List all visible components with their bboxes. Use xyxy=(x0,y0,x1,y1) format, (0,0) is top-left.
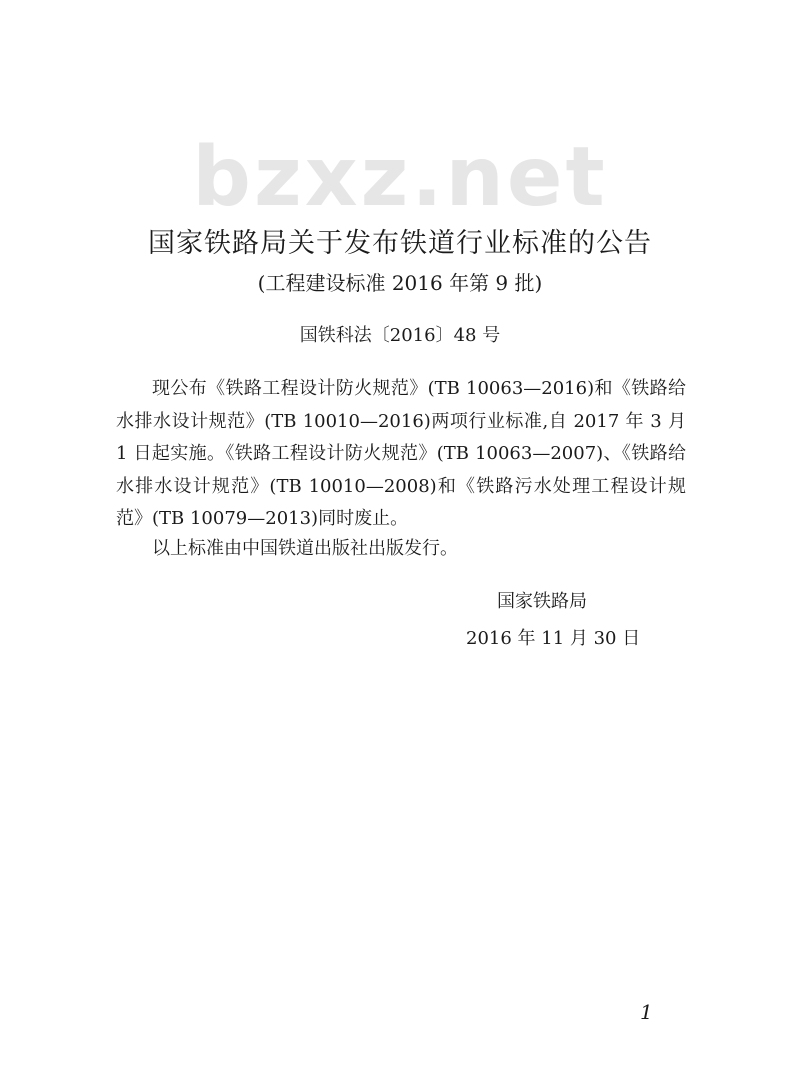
document-title: 国家铁路局关于发布铁道行业标准的公告 xyxy=(148,228,652,259)
body-paragraph-publisher: 以上标准由中国铁道出版社出版发行。 xyxy=(152,538,458,559)
document-subtitle: (工程建设标准 2016 年第 9 批) xyxy=(257,271,543,295)
watermark-text: bzxz.net xyxy=(192,130,608,225)
document-number: 国铁科法〔2016〕48 号 xyxy=(299,325,501,346)
signer: 国家铁路局 xyxy=(497,591,587,612)
page-number: 1 xyxy=(640,1000,653,1024)
body-paragraph-announcement: 现公布《铁路工程设计防火规范》(TB 10063—2016)和《铁路给水排水设计规范》(TB 10010—2016)两项行业标准,自 2017 年 3 月 1 日起实施。《铁路工程设计防火规范》(TB 10063—2007)、《铁路给水排水设计规范》(TB 10010—2008)和《铁路污水处理工程设计规范》(TB 10079—2013)同时废止。 xyxy=(116,378,686,529)
issue-date: 2016 年 11 月 30 日 xyxy=(466,628,641,649)
